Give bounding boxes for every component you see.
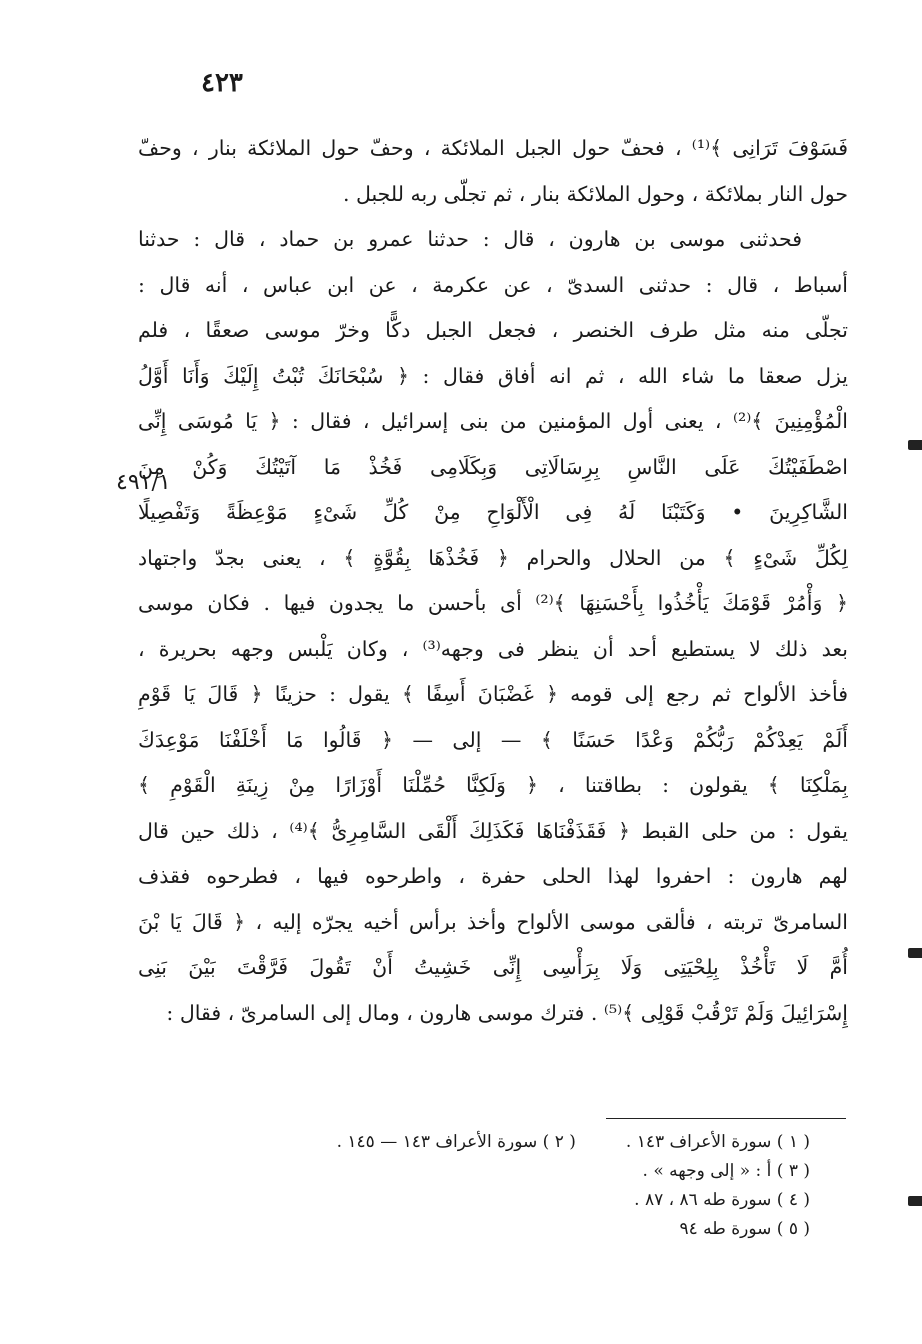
text-line: حول النار بملائكة ، وحول الملائكة بنار ، ثم تجلّى ربه للجبل . bbox=[342, 181, 848, 206]
text-line: اصْطَفَيْتُكَ عَلَى النَّاسِ بِرِسَالَاتِى وَبِكَلَامِى فَخُذْ مَا آتَيْتُكَ وَكُنْ مِنَ bbox=[138, 454, 848, 479]
footnote: ( ٢ ) سورة الأعراف ١٤٣ — ١٤٥ . bbox=[336, 1132, 576, 1152]
page-number: ٤٢٣ bbox=[201, 68, 243, 98]
scan-edge-mark bbox=[908, 440, 922, 450]
footnote-row bbox=[200, 1186, 810, 1215]
text-line: لِكُلِّ شَىْءٍ ﴾ من الحلال والحرام ﴿ فَخُذْهَا بِقُوَّةٍ ﴾ ، يعنى بجدّ واجتهاد bbox=[138, 545, 848, 570]
footnote-row bbox=[200, 1157, 810, 1186]
text-line: إِسْرَائِيلَ وَلَمْ تَرْقُبْ قَوْلِى ﴾⁽⁵⁾ . فترك موسى هارون ، ومال إلى السامرىّ ، فقال : bbox=[166, 1000, 848, 1025]
text-line: فحدثنى موسى بن هارون ، قال : حدثنا عمرو بن حماد ، قال : حدثنا bbox=[138, 227, 802, 251]
footnote-row bbox=[200, 1215, 810, 1244]
footnote-separator bbox=[606, 1118, 846, 1119]
footnote: ( ١ ) سورة الأعراف ١٤٣ . bbox=[625, 1132, 810, 1152]
text-line: بعد ذلك لا يستطيع أحد أن ينظر فى وجهه⁽³⁾ ، وكان يَلْبس وجهه بحريرة ، bbox=[138, 636, 848, 661]
text-line: أُمَّ لَا تَأْخُذْ بِلِحْيَتِى وَلَا بِرَأْسِى إِنِّى خَشِيتُ أَنْ تَقُولَ فَرَّقْتَ بَيْنَ بَنِى bbox=[138, 955, 848, 979]
footnote: ( ٥ ) سورة طه ٩٤ bbox=[679, 1219, 810, 1239]
text-line: السامرىّ تربته ، فألقى موسى الألواح وأخذ برأس أخيه يجرّه إليه ، ﴿ قَالَ يَا بْنَ bbox=[138, 909, 848, 934]
footnotes bbox=[200, 1128, 810, 1244]
margin-reference: ٤٩١/١ bbox=[116, 470, 171, 495]
footnote: ( ٤ ) سورة طه ٨٦ ، ٨٧ . bbox=[634, 1190, 810, 1210]
text-line: أَلَمْ يَعِدْكُمْ رَبُّكُمْ وَعْدًا حَسَنًا ﴾ — إلى — ﴿ قَالُوا مَا أَخْلَفْنَا مَوْعِدَكَ bbox=[138, 727, 848, 752]
text-line: تجلّى منه مثل طرف الخنصر ، فجعل الجبل دكًّا وخرّ موسى صعقًا ، فلم bbox=[138, 318, 848, 342]
footnote-row bbox=[200, 1128, 810, 1157]
text-line: يزل صعقا ما شاء الله ، ثم انه أفاق فقال : ﴿ سُبْحَانَكَ تُبْتُ إِلَيْكَ وَأَنَا أَوَّلُ bbox=[138, 363, 848, 388]
text-line: ﴿ وَأْمُرْ قَوْمَكَ يَأْخُذُوا بِأَحْسَنِهَا ﴾⁽²⁾ أى بأحسن ما يجدون فيها . فكان موسى bbox=[138, 591, 848, 615]
text-line: لهم هارون : احفروا لهذا الحلى حفرة ، واطرحوه فيها ، فطرحوه فقذف bbox=[138, 864, 848, 888]
body-text bbox=[138, 126, 848, 1036]
scan-edge-mark bbox=[908, 1196, 922, 1206]
text-line: أسباط ، قال : حدثنى السدىّ ، عن عكرمة ، عن ابن عباس ، أنه قال : bbox=[138, 272, 848, 297]
scan-edge-mark bbox=[908, 948, 922, 958]
footnote: ( ٣ ) أ : « إلى وجهه » . bbox=[642, 1161, 810, 1181]
text-line: بِمَلْكِنَا ﴾ يقولون : بطاقتنا ، ﴿ وَلَكِنَّا حُمِّلْنَا أَوْزَارًا مِنْ زِينَةِ الْقَوْمِ ﴾ bbox=[138, 773, 848, 797]
text-line: الْمُؤْمِنِينَ ﴾⁽²⁾ ، يعنى أول المؤمنين من بنى إسرائيل ، فقال : ﴿ يَا مُوسَى إِنِّى bbox=[138, 409, 848, 433]
text-line: فأخذ الألواح ثم رجع إلى قومه ﴿ غَضْبَانَ أَسِفًا ﴾ يقول : حزينًا ﴿ قَالَ يَا قَوْمِ bbox=[138, 682, 848, 706]
text-line: الشَّاكِرِينَ • وَكَتَبْنَا لَهُ فِى الْأَلْوَاحِ مِنْ كُلِّ شَىْءٍ مَوْعِظَةً وَتَفْصِيلًا bbox=[138, 500, 848, 524]
text-line: فَسَوْفَ تَرَانِى ﴾⁽¹⁾ ، فحفّ حول الجبل الملائكة ، وحفّ حول الملائكة بنار ، وحفّ bbox=[138, 136, 848, 160]
text-line: يقول : من حلى القبط ﴿ فَقَذَفْنَاهَا فَكَذَلِكَ أَلْقَى السَّامِرِىُّ ﴾⁽⁴⁾ ، ذلك حين قال bbox=[138, 818, 848, 843]
